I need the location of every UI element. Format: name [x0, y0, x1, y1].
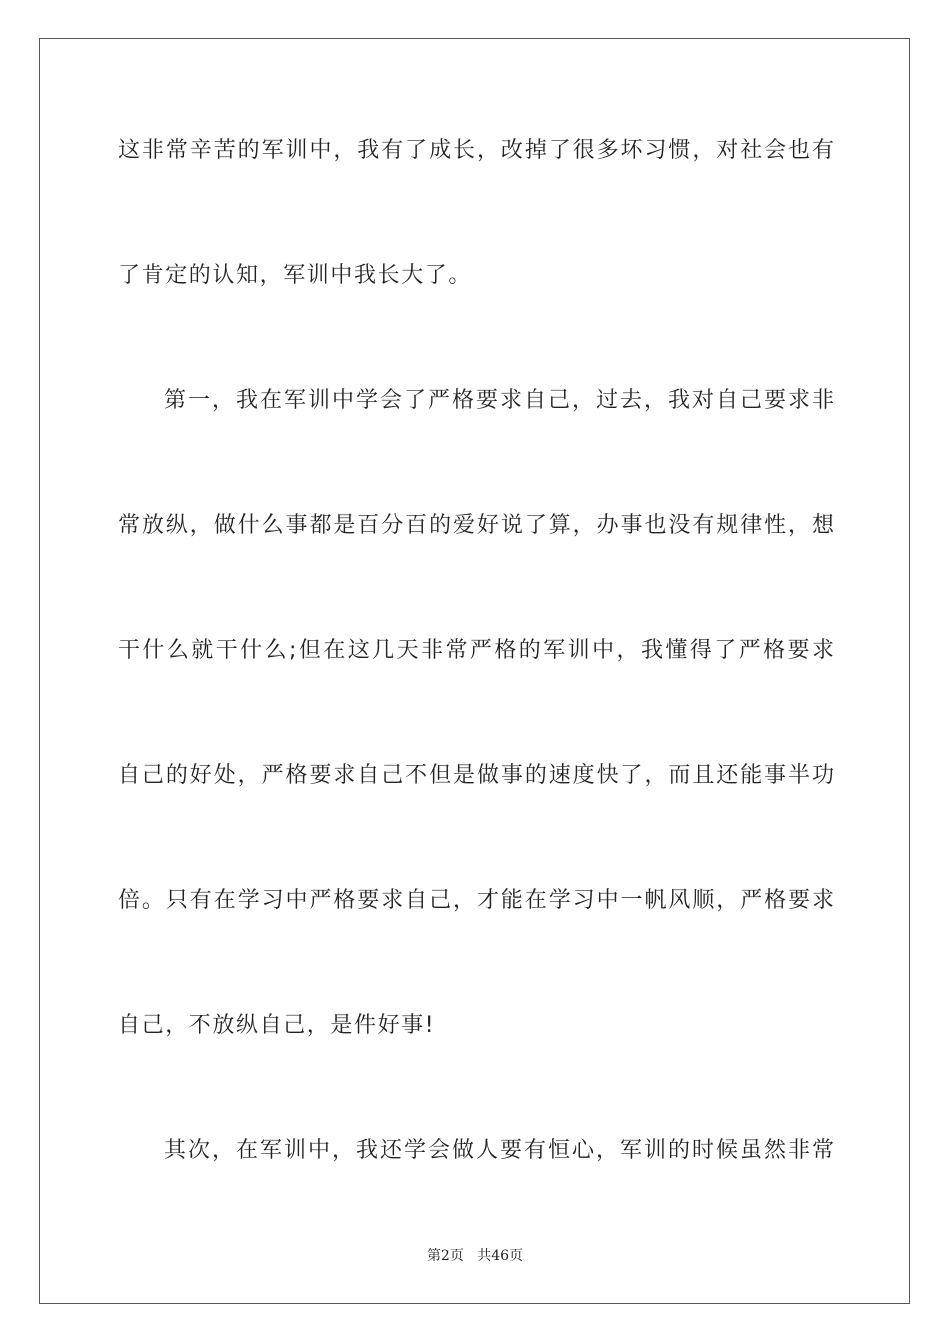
- paragraph-line: 常放纵，做什么事都是百分百的爱好说了算，办事也没有规律性，想: [118, 513, 834, 538]
- paragraph-line: 第一，我在军训中学会了严格要求自己，过去，我对自己要求非: [164, 388, 834, 413]
- paragraph-line: 倍。只有在学习中严格要求自己，才能在学习中一帆风顺，严格要求: [118, 888, 834, 913]
- page-total: 共46页: [477, 1248, 524, 1264]
- paragraph-line: 自己，不放纵自己，是件好事!: [118, 1013, 436, 1038]
- page-number: 第2页: [426, 1248, 464, 1264]
- paragraph-line: 了肯定的认知，军训中我长大了。: [118, 263, 473, 288]
- page-footer: [0, 1246, 950, 1266]
- page-border: [39, 38, 910, 1304]
- paragraph-line: 这非常辛苦的军训中，我有了成长，改掉了很多坏习惯，对社会也有: [118, 138, 834, 163]
- paragraph-line: 自己的好处，严格要求自己不但是做事的速度快了，而且还能事半功: [118, 763, 834, 788]
- paragraph-line: 其次，在军训中，我还学会做人要有恒心，军训的时候虽然非常: [164, 1138, 834, 1163]
- paragraph-line: 干什么就干什么;但在这几天非常严格的军训中，我懂得了严格要求: [118, 638, 834, 663]
